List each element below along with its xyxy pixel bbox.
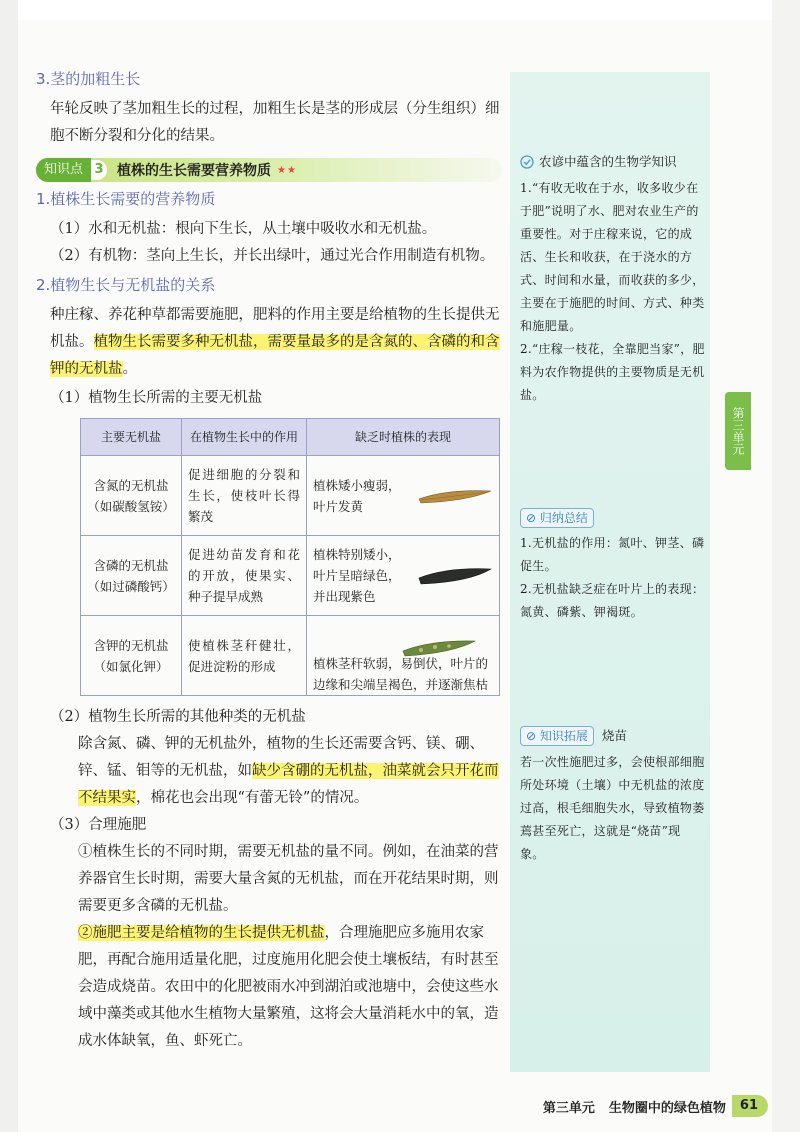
other-salts-end: ，棉花也会出现“有蕾无铃”的情况。 [136,790,369,806]
knowledge-point-number: 3 [91,160,107,180]
summary-title-row [520,508,705,528]
summary-text-1: 1.无机盐的作用：氮叶、钾茎、磷促生。 [520,536,705,573]
table-cell-salt [81,456,182,536]
table-cell-role: 使植株茎秆健壮，促进淀粉的形成 [182,616,307,696]
link-icon: ⊘ [526,728,537,743]
salt-example: （如碳酸氢铵） [87,498,175,514]
page-top-margin [0,0,800,20]
table-header-salt: 主要无机盐 [81,419,182,456]
list-label-other-salts: （2）植物生长所需的其他种类的无机盐 [50,709,306,725]
footer-unit: 第三单元 [542,1100,595,1116]
importance-stars-icon: ★★ [277,164,297,176]
salt-example: （如氯化钾） [93,658,169,674]
main-content [32,68,502,1055]
extension-title: 烧苗 [601,728,627,743]
intro-end: 。 [122,361,137,377]
fertilizing-point-2 [32,920,502,1055]
salt-name: 含氮的无机盐 [93,477,169,493]
highlighted-boron-fact: 缺少含硼的无机盐，油菜就会只开花而不结果实 [78,763,499,806]
other-salts-paragraph [32,731,502,812]
other-salts-text: 除含氮、磷、钾的无机盐外，植物的生长还需要含钙、镁、硼、锌、锰、钼等的无机盐，如 [78,736,484,779]
extension-text: 若一次性施肥过多，会使根部细胞所处环境（土壤）中无机盐的浓度过高，根毛细胞失水，导致植物萎蔫甚至死亡，这就是“烧苗”现象。 [520,755,705,861]
dark-leaf-icon [417,565,493,587]
summary-text-2: 2.无机盐缺乏症在叶片上的表现：氮黄、磷紫、钾褐斑。 [520,582,705,619]
spotted-leaf-icon [401,637,477,659]
knowledge-point-bar [36,158,502,182]
sidebar-summary [520,508,705,624]
table-cell-symptom [307,536,500,616]
sidebar-extension [520,724,705,866]
symptom-text: 植株特别矮小，叶片呈暗绿色，并出现紫色 [313,547,401,604]
table-cell-symptom [307,616,500,696]
extension-title-row [520,724,705,747]
symptom-text: 植株茎秆软弱，易倒伏，叶片的边缘和尖端呈褐色，并逐渐焦枯 [313,655,489,692]
extension-badge-label: 知识拓展 [539,728,588,743]
link-icon: ⊘ [526,511,537,525]
subheading-nutrients: 1.植株生长需要的营养物质 [36,190,216,208]
table-header-role: 在植物生长中的作用 [182,419,307,456]
table-cell-salt [81,616,182,696]
subheading-mineral-salts: 2.植物生长与无机盐的关系 [36,276,216,294]
section-heading-stem-thickening: 3.茎的加粗生长 [36,70,141,88]
table-cell-symptom [307,456,500,536]
proverb-title: 农谚中蕴含的生物学知识 [539,154,677,169]
table-header-symptom: 缺乏时植株的表现 [307,419,500,456]
symptom-text: 植株矮小瘦弱，叶片发黄 [313,477,401,514]
table-row [81,536,500,616]
salt-name: 含磷的无机盐 [93,557,169,573]
salt-example: （如过磷酸钙） [87,578,175,594]
page-edge [772,0,800,1132]
extension-badge [520,726,594,746]
footer-chapter: 生物圈中的绿色植物 [608,1100,726,1116]
intro-text: 种庄稼、养花种草都需要施肥，肥料的作用主要是给植物的生长提供无机盐。 [50,307,500,350]
check-circle-icon [520,155,534,169]
fertilizing-point-1: ①植株生长的不同时期，需要无机盐的量不同。例如，在油菜的营养器官生长时期，需要大量含氮的无机盐，而在开花结果时期，则需要更多含磷的无机盐。 [78,844,499,914]
list-item: （2）有机物：茎向上生长，并长出绿叶，通过光合作用制造有机物。 [50,248,495,264]
section-paragraph: 年轮反映了茎加粗生长的过程，加粗生长是茎的形成层（分生组织）细胞不断分裂和分化的结果。 [50,101,500,144]
table-row [81,616,500,696]
highlighted-fertilizer-role: 施肥主要是给植物的生长提供无机盐 [92,925,325,941]
proverb-title-row [520,150,705,173]
page-gutter [0,0,18,1132]
page-number: 61 [732,1095,768,1117]
list-label-fertilizing: （3）合理施肥 [50,817,147,833]
highlighted-key-point: 植物生长需要多种无机盐，需要量最多的是含氮的、含磷的和含钾的无机盐 [50,334,500,377]
page-footer [498,1093,768,1119]
mineral-salt-table [80,418,500,696]
unit-side-tab: 第三单元 [725,392,751,470]
table-cell-salt [81,536,182,616]
knowledge-point-tag: 知识点 [36,158,91,182]
salt-name: 含钾的无机盐 [93,637,169,653]
mineral-intro-paragraph [32,302,502,383]
summary-badge [520,508,594,528]
point-2-marker: ② [78,925,93,941]
list-item: （1）水和无机盐：根向下生长，从土壤中吸收水和无机盐。 [50,221,437,237]
yellow-leaf-icon [417,485,493,507]
proverb-text-2: 2.“庄稼一枝花，全靠肥当家”，肥料为农作物提供的主要物质是无机盐。 [520,342,705,402]
table-cell-role: 促进细胞的分裂和生长，使枝叶长得繁茂 [182,456,307,536]
list-label-main-salts: （1）植物生长所需的主要无机盐 [50,390,263,406]
table-cell-role: 促进幼苗发育和花的开放，使果实、种子提早成熟 [182,536,307,616]
sidebar-proverb [520,150,705,407]
summary-badge-label: 归纳总结 [539,511,588,525]
knowledge-point-title: 植株的生长需要营养物质 [117,163,272,179]
point-2-rest: ，合理施肥应多施用农家肥，再配合施用适量化肥，过度施用化肥会使土壤板结，有时甚至会造成烧苗。农田中的化肥被雨水冲到湖泊或池塘中，会使这些水域中藻类或其他水生植物大量繁殖，这将会大量消耗水中的氧，造成水体缺氧，鱼、虾死亡。 [78,925,499,1049]
proverb-text-1: 1.“有收无收在于水，收多收少在于肥”说明了水、肥对农业生产的重要性。对于庄稼来说，它的成活、生长和收获，在于浇水的方式、时间和水量，而收获的多少，主要在于施肥的时间、方式、种类和施肥量。 [520,181,705,333]
table-row [81,456,500,536]
